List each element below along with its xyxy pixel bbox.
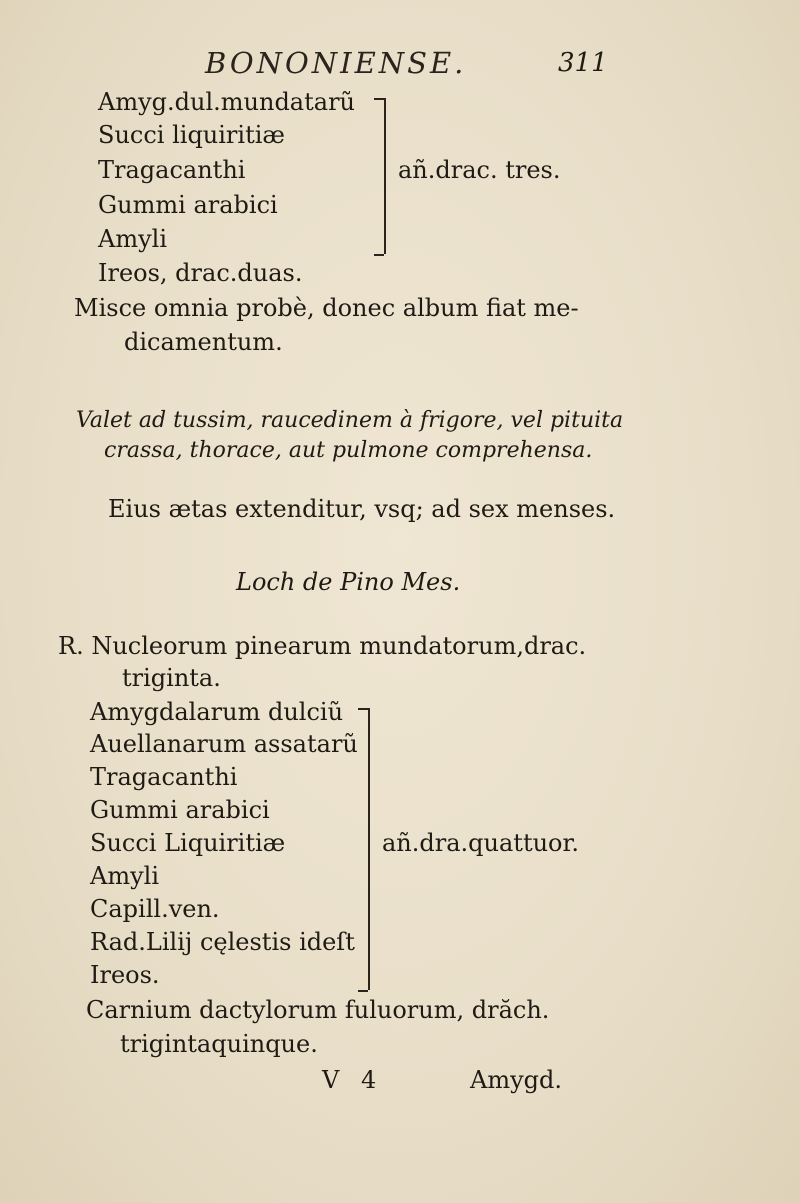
page-number: 311 xyxy=(558,48,608,78)
recipe1-brace-bottom xyxy=(374,254,384,256)
recipe1-ingredient: Succi liquiritiæ xyxy=(98,121,285,149)
recipe1-ingredient: Amyg.dul.mundatarũ xyxy=(98,88,355,116)
recipe1-extra: Ireos, drac.duas. xyxy=(98,259,303,287)
catchword: Amygd. xyxy=(470,1066,563,1094)
usage-line-cont: crassa, thorace, aut pulmone comprehensa. xyxy=(104,438,593,463)
recipe2-title: Loch de Pino Mes. xyxy=(236,568,461,596)
usage-duration: Eius ætas extenditur, vsq; ad sex menses. xyxy=(108,495,616,523)
recipe1-ingredient: Tragacanthi xyxy=(98,156,246,184)
recipe2-ingredient: Tragacanthi xyxy=(90,763,238,791)
recipe1-ingredient: Amyli xyxy=(98,225,167,253)
recipe2-ingredient: Ireos. xyxy=(90,961,160,989)
usage-line: Valet ad tussim, raucedinem à frigore, vel pituita xyxy=(76,408,624,433)
recipe1-brace-top xyxy=(374,98,384,100)
signature-mark: V 4 xyxy=(322,1066,377,1094)
running-title: BONONIENSE. xyxy=(205,46,467,80)
recipe2-ingredient: Gummi arabici xyxy=(90,796,270,824)
recipe2-ingredient: Rad.Lilij cęlestis ideſt xyxy=(90,928,355,956)
recipe2-brace xyxy=(368,708,370,990)
recipe2-ingredient: Auellanarum assatarũ xyxy=(90,730,358,758)
recipe1-dose: añ.drac. tres. xyxy=(398,156,561,184)
recipe1-instruction: Misce omnia probè, donec album fiat me- xyxy=(74,294,579,322)
recipe2-last-line-cont: trigintaquinque. xyxy=(120,1030,318,1058)
recipe2-first-line-cont: triginta. xyxy=(122,664,221,692)
recipe1-ingredient: Gummi arabici xyxy=(98,191,278,219)
recipe1-instruction-cont: dicamentum. xyxy=(124,328,283,356)
recipe2-last-line: Carnium dactylorum fuluorum, drăch. xyxy=(86,996,550,1024)
recipe2-dose: añ.dra.quattuor. xyxy=(382,829,579,857)
recipe2-brace-top xyxy=(358,708,368,710)
recipe2-ingredient: Amygdalarum dulciũ xyxy=(90,698,344,726)
recipe2-first-line: R. Nucleorum pinearum mundatorum,drac. xyxy=(58,632,587,660)
recipe2-ingredient: Capill.ven. xyxy=(90,895,220,923)
recipe2-ingredient: Amyli xyxy=(90,862,159,890)
recipe2-brace-bottom xyxy=(358,990,368,992)
recipe1-brace xyxy=(384,98,386,254)
recipe2-ingredient: Succi Liquiritiæ xyxy=(90,829,286,857)
